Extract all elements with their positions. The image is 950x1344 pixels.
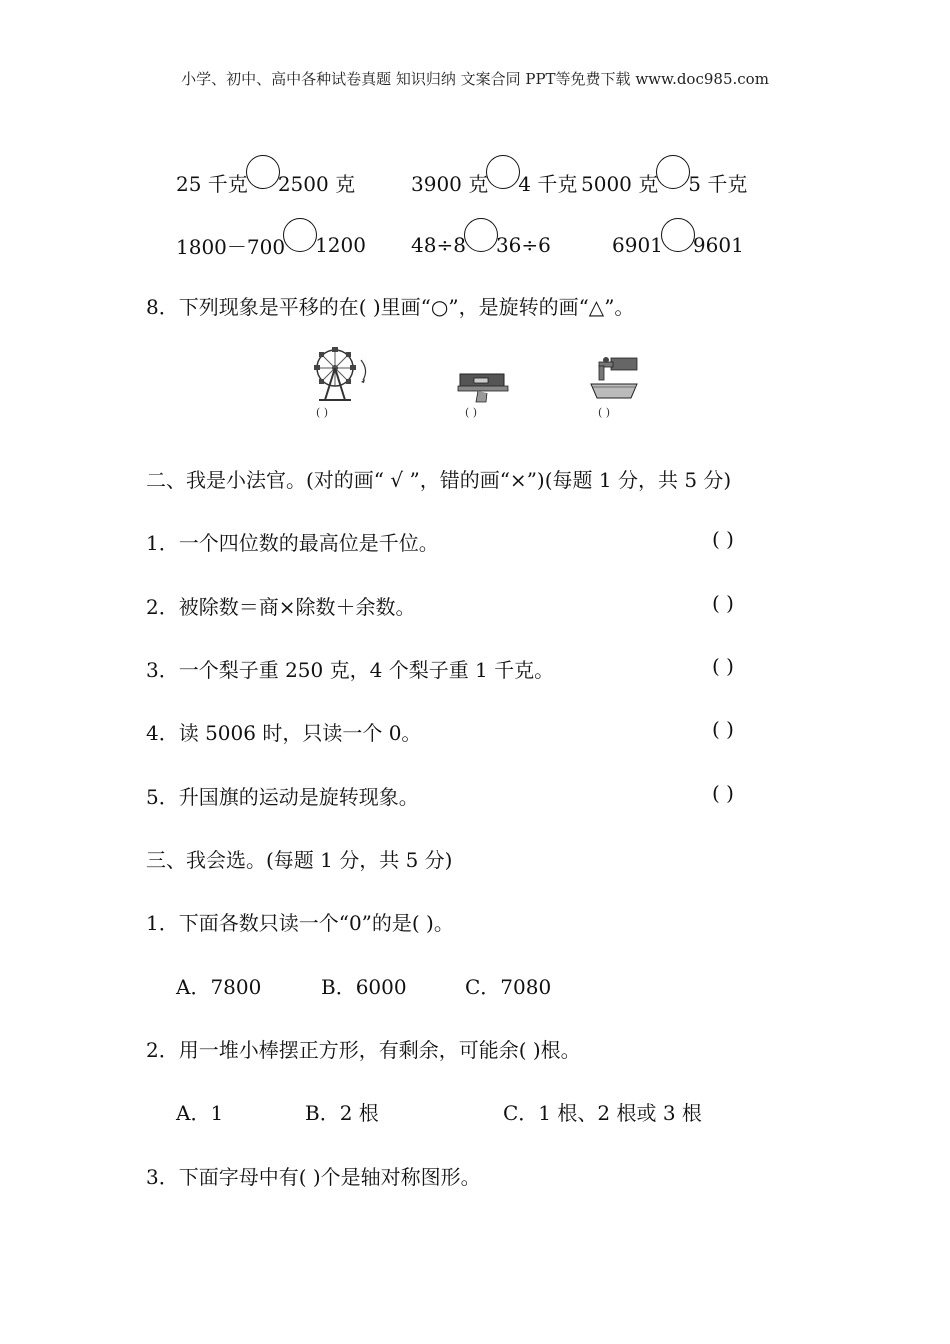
drawer-icon — [456, 366, 512, 406]
answer-paren[interactable]: ( ) — [465, 406, 478, 419]
judge-item-3: 3．一个梨子重 250 克，4 个梨子重 1 千克。 — [146, 658, 555, 682]
judge-answer-2[interactable]: ( ) — [712, 591, 734, 615]
compare-circle[interactable] — [464, 218, 498, 252]
compare-left: 3900 克 — [411, 171, 489, 196]
compare-right: 2500 克 — [277, 171, 356, 196]
judge-answer-1[interactable]: ( ) — [712, 527, 734, 551]
answer-paren[interactable]: ( ) — [598, 406, 611, 419]
question-8: 8．下列现象是平移的在( )里画“○”，是旋转的画“△”。 — [146, 295, 635, 319]
compare-item — [176, 165, 355, 199]
answer-paren[interactable]: ( ) — [316, 406, 329, 419]
compare-left: 5000 克 — [581, 171, 659, 196]
compare-item — [581, 165, 747, 199]
choice-option-a[interactable]: A．1 — [176, 1101, 224, 1125]
choice-option-b[interactable]: B．6000 — [321, 975, 407, 999]
compare-left: 6901 — [612, 233, 663, 257]
judge-item-1: 1．一个四位数的最高位是千位。 — [146, 531, 439, 555]
section-2-title: 二、我是小法官。(对的画“ √ ”，错的画“×”)(每题 1 分，共 5 分) — [146, 468, 732, 492]
choice-option-c[interactable]: C．1 根、2 根或 3 根 — [503, 1101, 702, 1125]
choice-option-c[interactable]: C．7080 — [465, 975, 552, 999]
compare-circle[interactable] — [283, 218, 317, 252]
judge-item-4: 4．读 5006 时，只读一个 0。 — [146, 721, 422, 745]
compare-item — [411, 165, 577, 199]
section-3-title: 三、我会选。(每题 1 分，共 5 分) — [146, 848, 453, 872]
ferris-wheel-icon — [305, 346, 375, 402]
page-header: 小学、初中、高中各种试卷真题 知识归纳 文案合同 PPT等免费下载 www.doc985.com — [181, 70, 769, 88]
compare-circle[interactable] — [486, 155, 520, 189]
compare-circle[interactable] — [656, 155, 690, 189]
choice-option-b[interactable]: B．2 根 — [305, 1101, 379, 1125]
compare-right: 36÷6 — [495, 233, 551, 257]
compare-circle[interactable] — [661, 218, 695, 252]
compare-right: 4 千克 — [518, 171, 578, 196]
compare-left: 1800－700 — [176, 234, 286, 259]
faucet-icon — [589, 356, 645, 406]
compare-item — [612, 228, 744, 262]
judge-item-5: 5．升国旗的运动是旋转现象。 — [146, 785, 419, 809]
compare-item — [411, 228, 551, 262]
choice-option-a[interactable]: A．7800 — [176, 975, 262, 999]
choice-question-1: 1．下面各数只读一个“0”的是( )。 — [146, 911, 454, 935]
judge-item-2: 2．被除数＝商×除数＋余数。 — [146, 595, 416, 619]
judge-answer-5[interactable]: ( ) — [712, 781, 734, 805]
judge-answer-3[interactable]: ( ) — [712, 654, 734, 678]
compare-item — [176, 228, 366, 262]
compare-right: 9601 — [692, 233, 744, 257]
compare-circle[interactable] — [246, 155, 280, 189]
compare-left: 25 千克 — [176, 171, 248, 196]
compare-right: 1200 — [315, 233, 366, 257]
choice-question-3: 3．下面字母中有( )个是轴对称图形。 — [146, 1165, 481, 1189]
choice-question-2: 2．用一堆小棒摆正方形，有剩余，可能余( )根。 — [146, 1038, 581, 1062]
judge-answer-4[interactable]: ( ) — [712, 717, 734, 741]
compare-right: 5 千克 — [688, 171, 748, 196]
compare-left: 48÷8 — [411, 233, 466, 257]
